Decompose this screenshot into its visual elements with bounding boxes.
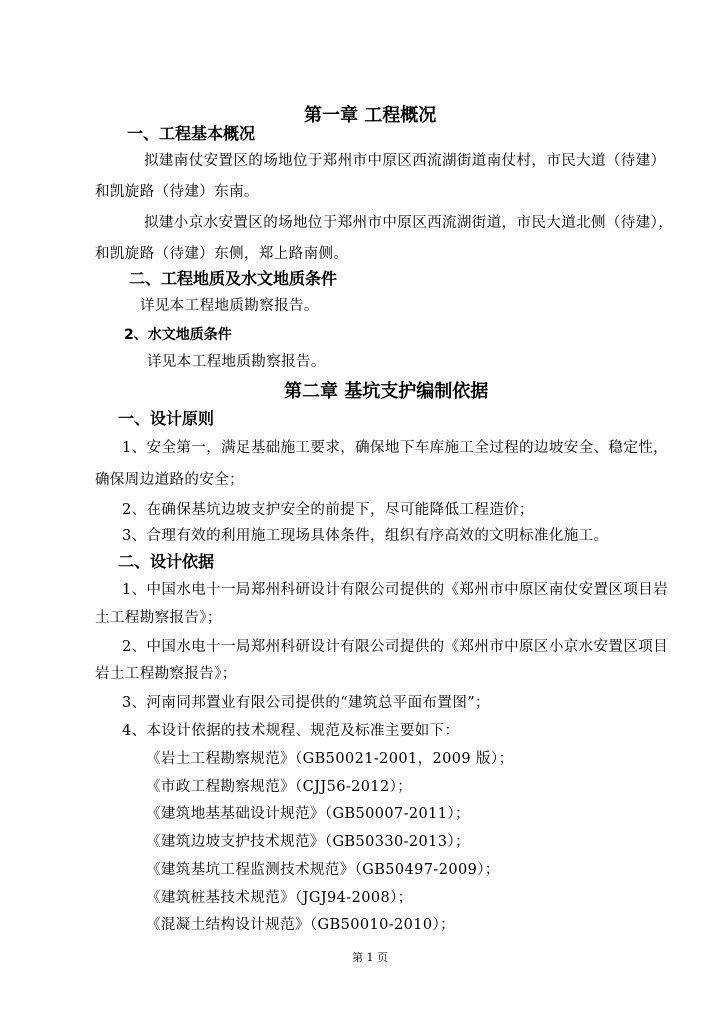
standard-list-item: 《建筑桩基技术规范》（JGJ94-2008）； [146, 890, 413, 906]
paragraph-line: 和凯旋路（待建）东侧，郑上路南侧。 [95, 246, 349, 262]
paragraph-line: 1、安全第一，满足基础施工要求，确保地下车库施工全过程的边坡安全、稳定性， [122, 440, 669, 456]
paragraph-line: 4、本设计依据的技术规程、规范及标准主要如下： [122, 723, 460, 739]
paragraph-line: 岩土工程勘察报告》； [95, 666, 237, 682]
standard-list-item: 《市政工程勘察规范》（CJJ56-2012）； [146, 779, 413, 795]
standard-list-item: 《岩土工程勘察规范》（GB50021-2001，2009 版）； [146, 751, 514, 767]
paragraph-line: 详见本工程地质勘察报告。 [147, 354, 326, 370]
section-heading-geology: 二、工程地质及水文地质条件 [129, 269, 338, 288]
standard-list-item: 《混凝土结构设计规范》（GB50010-2010）； [146, 917, 456, 933]
paragraph-line: 土工程勘察报告》； [95, 610, 222, 626]
paragraph-line: 3、合理有效的利用施工现场具体条件，组织有序高效的文明标准化施工。 [122, 528, 609, 544]
paragraph-line: 3、河南同邦置业有限公司提供的“建筑总平面布置图”； [122, 695, 490, 711]
chapter1-title: 第一章 工程概况 [304, 105, 437, 126]
paragraph-line: 2、在确保基坑边坡支护安全的前提下，尽可能降低工程造价； [122, 502, 534, 518]
standard-list-item: 《建筑基坑工程监测技术规范》（GB50497-2009）； [146, 862, 500, 878]
section-heading-design-basis: 二、设计依据 [118, 552, 215, 571]
standard-list-item: 《建筑地基基础设计规范》（GB50007-2011）； [146, 806, 470, 822]
paragraph-line: 2、中国水电十一局郑州科研设计有限公司提供的《郑州市中原区小京水安置区项目 [122, 639, 669, 655]
paragraph-line: 拟建小京水安置区的场地位于郑州市中原区西流湖街道，市民大道北侧（待建）， [144, 215, 674, 231]
paragraph-line: 确保周边道路的安全； [95, 472, 244, 488]
chapter2-title: 第二章 基坑支护编制依据 [284, 381, 489, 402]
standard-list-item: 《建筑边坡支护技术规范》（GB50330-2013）； [146, 834, 470, 850]
paragraph-line: 和凯旋路（待建）东南。 [95, 184, 259, 200]
subsection-heading-hydrogeology: 2、水文地质条件 [124, 327, 232, 343]
paragraph-line: 详见本工程地质勘察报告。 [140, 298, 319, 314]
page-number: 第 1 页 [352, 951, 388, 964]
paragraph-line: 1、中国水电十一局郑州科研设计有限公司提供的《郑州市中原区南仗安置区项目岩 [122, 582, 669, 598]
section-heading-design-principles: 一、设计原则 [118, 409, 215, 428]
section-heading-basic-overview: 一、工程基本概况 [127, 124, 256, 143]
paragraph-line: 拟建南仗安置区的场地位于郑州市中原区西流湖街道南仗村，市民大道（待建） [144, 153, 666, 169]
